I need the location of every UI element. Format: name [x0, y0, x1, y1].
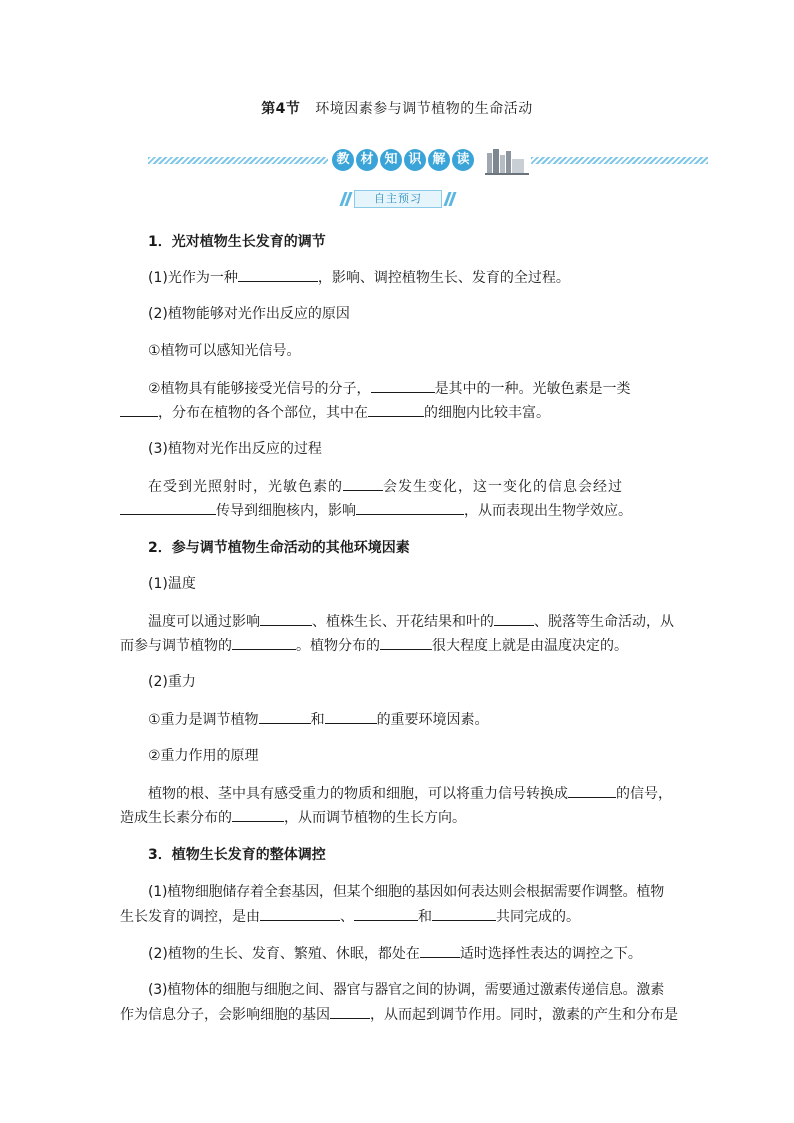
paragraph-line: (3)植物体的细胞与细胞之间、器官与器官之间的协调，需要通过激素传递信息。激素 — [148, 982, 665, 998]
fill-blank[interactable] — [260, 906, 340, 921]
fill-blank[interactable] — [343, 476, 383, 491]
banner-char: 教 — [332, 149, 354, 171]
fill-blank[interactable] — [120, 500, 216, 515]
fill-blank[interactable] — [371, 378, 435, 393]
paragraph-line: ，分布在植物的各个部位，其中在 的细胞内比较丰富。 — [120, 402, 680, 423]
fill-blank[interactable] — [420, 943, 460, 958]
paragraph-line: (1)植物细胞储存着全套基因，但某个细胞的基因如何表达则会根据需要作调整。植物 — [148, 884, 665, 900]
paragraph-line: 造成生长素分布的 ，从而调节植物的生长方向。 — [120, 807, 680, 828]
banner-char: 识 — [404, 149, 426, 171]
fill-blank[interactable] — [259, 709, 311, 724]
fill-blank[interactable] — [330, 1004, 370, 1019]
paragraph-line: (1)光作为一种 ，影响、调控植物生长、发育的全过程。 — [120, 267, 708, 288]
fill-blank[interactable] — [368, 402, 424, 417]
fill-blank[interactable] — [238, 267, 318, 282]
paragraph-line: ①重力是调节植物 和 的重要环境因素。 — [120, 709, 708, 730]
banner-char: 材 — [356, 149, 378, 171]
banner-char: 知 — [380, 149, 402, 171]
paragraph-line: (3)植物对光作出反应的过程 — [148, 441, 322, 457]
paragraph-line: 在受到光照射时，光敏色素的 会发生变化，这一变化的信息会经过 — [120, 476, 708, 497]
banner-char: 解 — [428, 149, 450, 171]
banner-char: 读 — [452, 149, 474, 171]
paragraph-line: ②植物具有能够接受光信号的分子， 是其中的一种。光敏色素是一类 — [120, 378, 708, 399]
paragraph-line: (2)植物能够对光作出反应的原因 — [148, 306, 350, 322]
section-tag — [340, 190, 456, 208]
page-title — [0, 98, 794, 118]
fill-blank[interactable] — [120, 402, 158, 417]
fill-blank[interactable] — [325, 709, 377, 724]
section-heading: 2．参与调节植物生命活动的其他环境因素 — [148, 540, 410, 556]
fill-blank[interactable] — [232, 635, 296, 650]
banner-stripe-right — [531, 157, 708, 164]
books-icon — [485, 147, 529, 175]
paragraph-line: 传导到细胞核内，影响 ，从而表现出生物学效应。 — [120, 500, 680, 521]
section-title-text: 环境因素参与调节植物的生命活动 — [315, 101, 533, 117]
section-banner — [148, 143, 708, 179]
section-heading: 1．光对植物生长发育的调节 — [148, 234, 326, 250]
banner-title — [332, 149, 474, 171]
paragraph-line: 温度可以通过影响 、植株生长、开花结果和叶的 、脱落等生命活动，从 — [120, 611, 708, 632]
paragraph-line: ①植物可以感知光信号。 — [148, 343, 301, 359]
tag-label: 自主预习 — [354, 190, 442, 208]
section-number: 第4节 — [261, 101, 301, 117]
paragraph-line: (2)重力 — [148, 674, 196, 690]
fill-blank[interactable] — [354, 906, 418, 921]
paragraph-line: 植物的根、茎中具有感受重力的物质和细胞，可以将重力信号转换成 的信号， — [120, 783, 708, 804]
section-heading: 3．植物生长发育的整体调控 — [148, 847, 326, 863]
banner-stripe-left — [148, 157, 328, 164]
fill-blank[interactable] — [380, 635, 432, 650]
fill-blank[interactable] — [356, 500, 464, 515]
paragraph-line: 作为信息分子，会影响细胞的基因 ，从而起到调节作用。同时，激素的产生和分布是 — [120, 1004, 680, 1025]
fill-blank[interactable] — [568, 783, 616, 798]
paragraph-line: ②重力作用的原理 — [148, 748, 259, 764]
fill-blank[interactable] — [260, 611, 312, 626]
paragraph-line: 生长发育的调控，是由 、 和 共同完成的。 — [120, 906, 680, 927]
paragraph-line: (2)植物的生长、发育、繁殖、休眠，都处在 适时选择性表达的调控之下。 — [120, 943, 708, 964]
fill-blank[interactable] — [232, 807, 284, 822]
paragraph-line: (1)温度 — [148, 576, 196, 592]
paragraph-line: 而参与调节植物的 。植物分布的 很大程度上就是由温度决定的。 — [120, 635, 680, 656]
fill-blank[interactable] — [494, 611, 534, 626]
fill-blank[interactable] — [432, 906, 496, 921]
